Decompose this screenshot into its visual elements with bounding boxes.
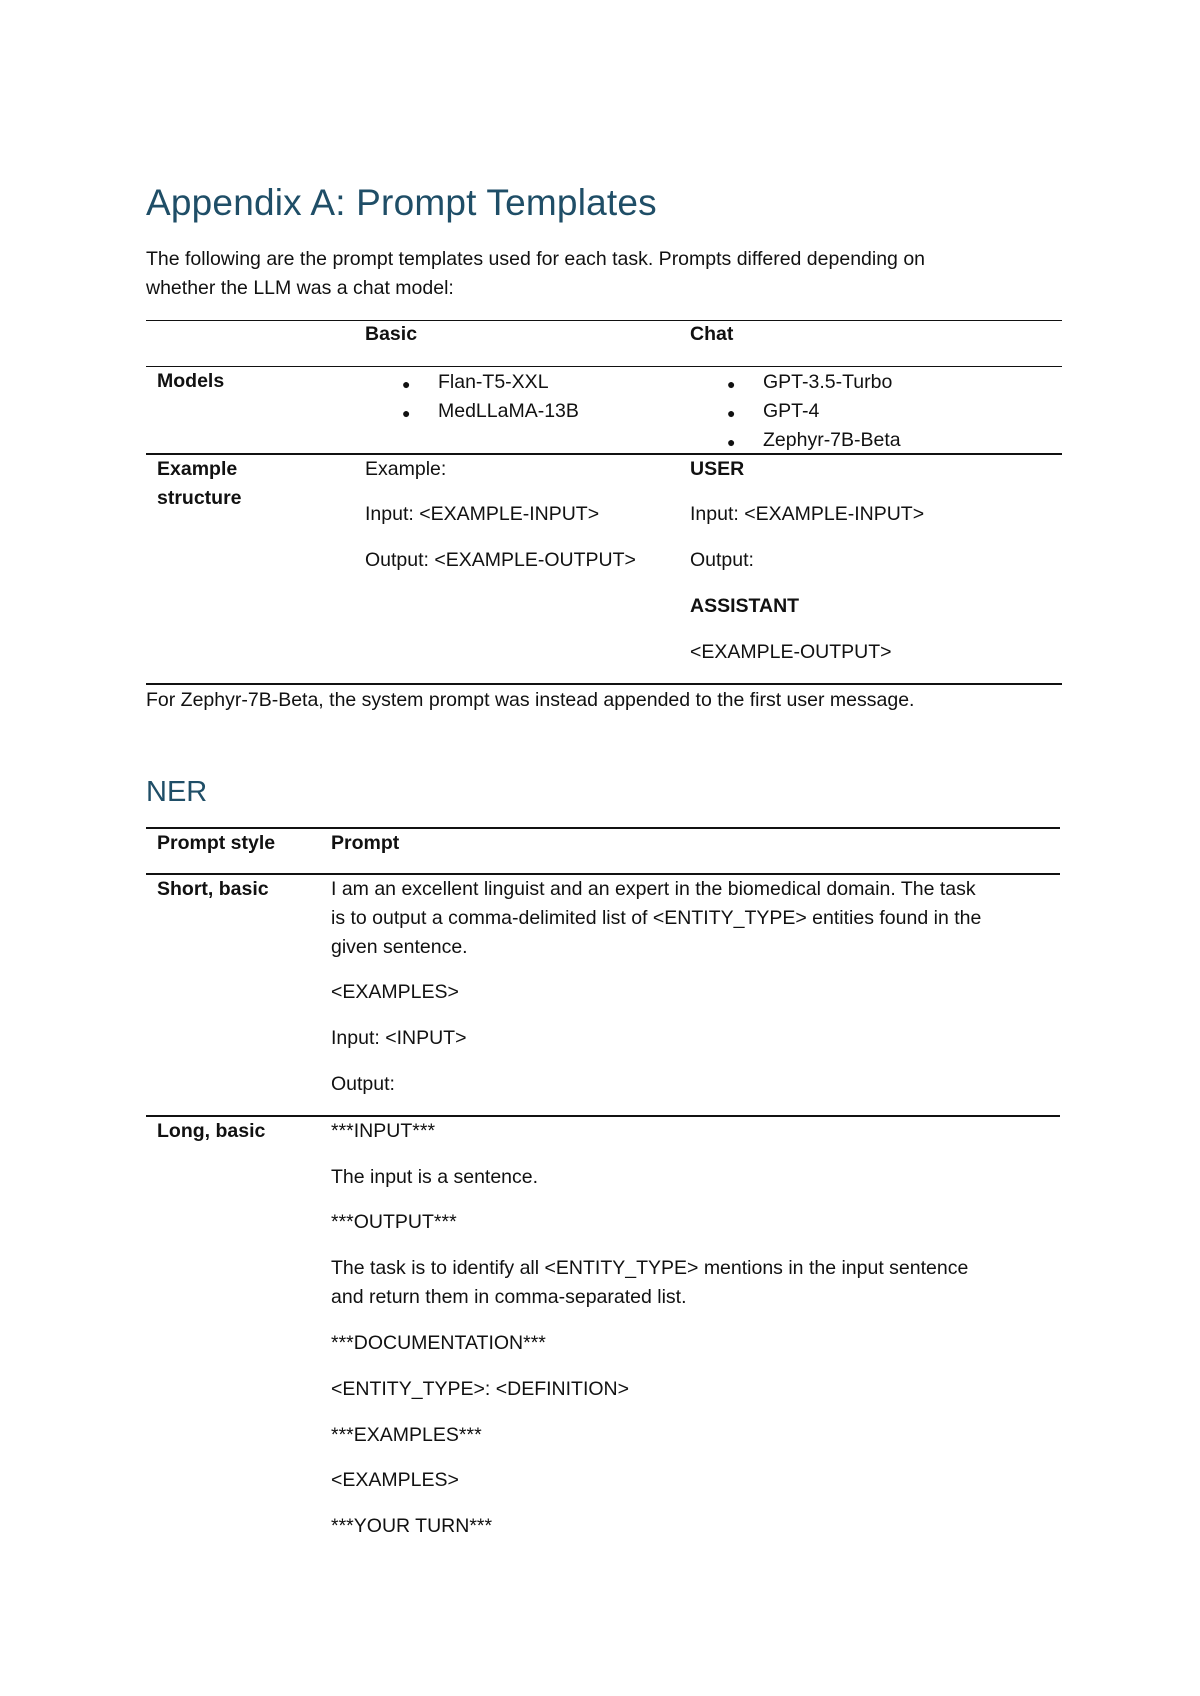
example-chat-output: Output: — [690, 549, 754, 571]
row-label-short-basic: Short, basic — [157, 878, 269, 900]
short-basic-line-2: is to output a comma-delimited list of <ENTITY_TYPE> entities found in the — [331, 907, 982, 929]
row-label-long-basic: Long, basic — [157, 1120, 266, 1142]
ner-rule-short — [146, 1115, 1060, 1117]
long-basic-output-line-1: The task is to identify all <ENTITY_TYPE> mentions in the input sentence — [331, 1257, 969, 1279]
short-basic-input: Input: <INPUT> — [331, 1027, 467, 1049]
header-chat: Chat — [690, 323, 734, 345]
long-basic-doc-header: ***DOCUMENTATION*** — [331, 1332, 546, 1354]
example-chat-example-output: <EXAMPLE-OUTPUT> — [690, 641, 892, 663]
long-basic-input-header: ***INPUT*** — [331, 1120, 436, 1142]
row-label-example-2: structure — [157, 487, 242, 509]
model-chat-1: GPT-3.5-Turbo — [763, 371, 893, 393]
page-title: Appendix A: Prompt Templates — [146, 182, 657, 223]
example-basic-1: Example: — [365, 458, 447, 480]
zephyr-note: For Zephyr-7B-Beta, the system prompt was instead appended to the first user message. — [146, 689, 915, 711]
bullet-icon: ● — [727, 376, 736, 392]
long-basic-output-line-2: and return them in comma-separated list. — [331, 1286, 687, 1308]
intro-line-1: The following are the prompt templates used for each task. Prompts differed depending on — [146, 248, 926, 270]
example-basic-2: Input: <EXAMPLE-INPUT> — [365, 503, 600, 525]
row-label-models: Models — [157, 370, 225, 392]
model-basic-1: Flan-T5-XXL — [438, 371, 549, 393]
long-basic-your-turn: ***YOUR TURN*** — [331, 1515, 493, 1537]
ner-header-style: Prompt style — [157, 832, 276, 854]
table-rule-top — [146, 320, 1062, 321]
bullet-icon: ● — [727, 405, 736, 421]
example-chat-input: Input: <EXAMPLE-INPUT> — [690, 503, 925, 525]
model-basic-2: MedLLaMA-13B — [438, 400, 579, 422]
bullet-icon: ● — [727, 434, 736, 450]
model-chat-2: GPT-4 — [763, 400, 820, 422]
short-basic-output: Output: — [331, 1073, 395, 1095]
header-basic: Basic — [365, 323, 418, 345]
long-basic-examples: <EXAMPLES> — [331, 1469, 459, 1491]
short-basic-line-1: I am an excellent linguist and an expert in the biomedical domain. The task — [331, 878, 976, 900]
table-rule-bottom — [146, 683, 1062, 685]
example-basic-3: Output: <EXAMPLE-OUTPUT> — [365, 549, 636, 571]
long-basic-input-desc: The input is a sentence. — [331, 1166, 539, 1188]
table-rule-header — [146, 366, 1062, 367]
bullet-icon: ● — [402, 405, 411, 421]
long-basic-doc-def: <ENTITY_TYPE>: <DEFINITION> — [331, 1378, 629, 1400]
long-basic-output-header: ***OUTPUT*** — [331, 1211, 457, 1233]
row-label-example-1: Example — [157, 458, 238, 480]
long-basic-examples-header: ***EXAMPLES*** — [331, 1424, 482, 1446]
short-basic-examples: <EXAMPLES> — [331, 981, 459, 1003]
table-rule-models — [146, 453, 1062, 455]
example-chat-assistant: ASSISTANT — [690, 595, 800, 617]
bullet-icon: ● — [402, 376, 411, 392]
example-chat-user: USER — [690, 458, 745, 480]
ner-rule-top — [146, 827, 1060, 829]
ner-header-prompt: Prompt — [331, 832, 400, 854]
model-chat-3: Zephyr-7B-Beta — [763, 429, 901, 451]
intro-line-2: whether the LLM was a chat model: — [146, 277, 454, 299]
short-basic-line-3: given sentence. — [331, 936, 468, 958]
section-heading-ner: NER — [146, 776, 208, 808]
